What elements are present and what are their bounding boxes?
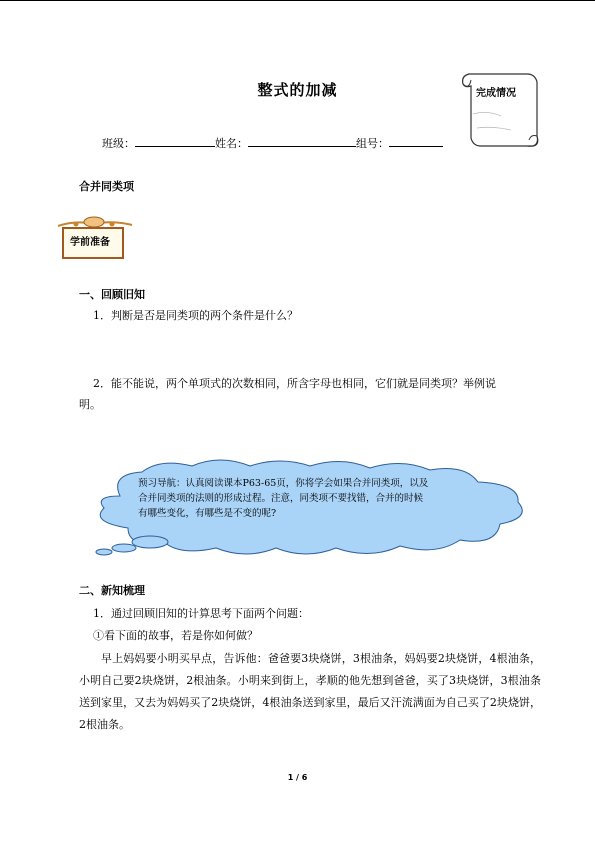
name-field[interactable]	[248, 135, 356, 147]
completion-label: 完成情况	[476, 88, 516, 99]
question-3-sub: ①看下面的故事，若是你如何做？	[93, 629, 258, 642]
question-3: 1．通过回顾旧知的计算思考下面两个问题：	[93, 607, 309, 620]
part2-heading: 二、新知梳理	[79, 584, 145, 597]
question-1: 1．判断是否是同类项的两个条件是什么？	[93, 309, 298, 322]
class-field[interactable]	[135, 135, 215, 147]
page-number: 1 / 6	[287, 773, 308, 782]
page-title: 整式的加减	[257, 81, 338, 99]
name-label: 姓名：	[215, 137, 248, 150]
section-title: 合并同类项	[79, 180, 134, 193]
top-rule	[0, 0, 595, 1]
story-paragraph: 早上妈妈要小明买早点，告诉他：爸爸要3块烧饼，3根油条，妈妈要2块烧饼，4根油条，小明自己要2块烧饼，2根油条。小明来到街上，孝顺的他先想到爸爸，买了3块烧饼，3根油条送到家里，又去为妈妈买了2块烧饼，4根油条送到家里，最后又汗流满面为自己买了2块烧饼，2根油条。	[79, 652, 541, 731]
question-2-line-2: 明。	[79, 398, 101, 411]
prep-label: 学前准备	[70, 237, 110, 248]
question-2-line-1: 2．能不能说，两个单项式的次数相同，所含字母也相同，它们就是同类项？举例说	[93, 377, 496, 390]
group-label: 组号：	[356, 137, 389, 150]
class-name-group-line	[102, 135, 443, 151]
group-field[interactable]	[389, 135, 443, 147]
class-label: 班级：	[102, 137, 135, 150]
part1-heading: 一、回顾旧知	[79, 288, 145, 301]
completion-scroll-icon	[457, 68, 543, 152]
preview-guide-text: 预习导航：认真阅读课本P63-65页，你将学会如果合并同类项，以及合并同类项的法则的形成过程。注意，同类项不要找错，合并的时候有哪些变化，有哪些是不变的呢?	[138, 478, 429, 519]
